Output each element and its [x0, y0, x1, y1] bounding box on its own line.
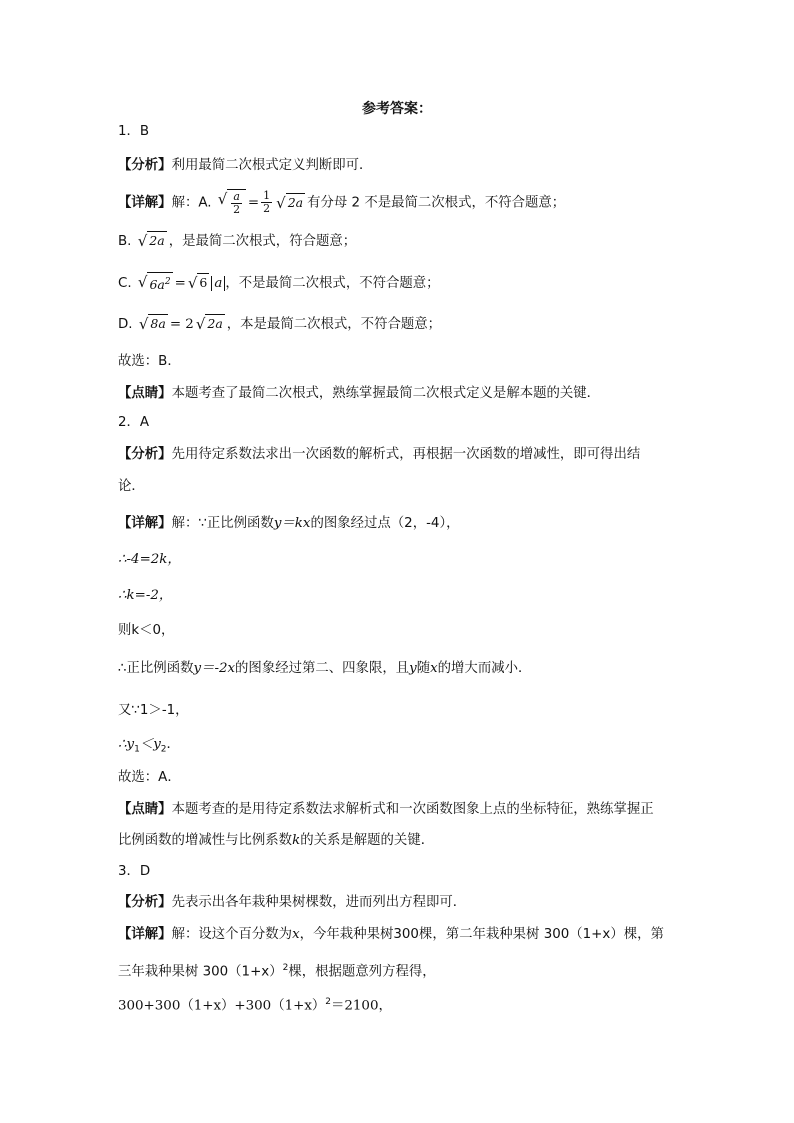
q2-comment-1: 【点睛】本题考查的是用待定系数法求解析式和一次函数图象上点的坐标特征，熟练掌握正 — [118, 802, 654, 817]
sqrt-expr: √ 2a — [137, 232, 165, 250]
detail-a-prefix: 解：A. — [171, 195, 212, 211]
q2-detail-4: 则k＜0， — [118, 623, 175, 638]
page-title: 参考答案： — [362, 101, 432, 117]
q2-number: 2．A — [118, 415, 150, 430]
detail-a-text: 有分母 2 不是最简二次根式，不符合题意； — [307, 195, 566, 211]
q1-detail-a: 【详解】解：A. √ $\frac{a}{2}$ = $\frac{1}{2}$ √ 2a 有分母 2 不是最简二次根式，不符合题意； — [118, 189, 566, 216]
sqrt-expr: √ $6a^2$ — [137, 273, 171, 293]
coef-fraction: $\frac{1}{2}$ — [263, 189, 271, 215]
q1-number: 1．B — [118, 124, 150, 139]
q2-detail-3: ∴k=-2， — [118, 588, 173, 603]
analysis-text: 利用最简二次根式定义判断即可． — [171, 158, 373, 173]
sqrt-expr: √ 8a — [138, 315, 166, 333]
q2-detail-5: ∴正比例函数y＝-2x的图象经过第二、四象限，且y随x的增大而减小． — [118, 661, 532, 676]
q2-detail-6: 又∵1＞-1， — [118, 703, 189, 718]
q1-option-b: B. √ 2a ，是最简二次根式，符合题意； — [118, 232, 357, 250]
q3-analysis: 【分析】先表示出各年栽种果树棵数，进而列出方程即可． — [118, 895, 467, 910]
q1-option-d: D. √ 8a = 2 √ 2a ，本是最简二次根式，不符合题意； — [118, 315, 442, 333]
q1-analysis — [118, 156, 372, 176]
q2-detail-1: 【详解】解：∵正比例函数y＝kx的图象经过点（2，-4）， — [118, 516, 460, 531]
q2-analysis-2: 论． — [118, 479, 145, 494]
q2-choice: 故选：A． — [118, 770, 181, 785]
q1-choice: 故选：B． — [118, 354, 181, 369]
detail-tag: 【详解】 — [118, 195, 172, 211]
q2-comment-2: 比例函数的增减性与比例系数k的关系是解题的关键． — [118, 833, 435, 848]
sqrt-expr: √ 2a — [195, 315, 223, 333]
q2-detail-2: ∴-4=2k， — [118, 552, 181, 567]
sqrt-fraction-expr: √ $\frac{a}{2}$ — [218, 189, 246, 216]
q3-number: 3．D — [118, 864, 151, 879]
sqrt-expr: √ 6 — [187, 274, 208, 293]
q2-detail-7: $\therefore y_1<y_2$． — [118, 737, 180, 755]
q2-analysis-1: 【分析】先用待定系数法求出一次函数的解析式，再根据一次函数的增减性，即可得出结 — [118, 447, 641, 462]
q1-comment: 【点睛】本题考查了最简二次根式，熟练掌握最简二次根式定义是解本题的关键． — [118, 386, 601, 401]
q3-detail-2: 三年栽种果树 $300(1+x)^2$棵，根据题意列方程得， — [118, 963, 436, 980]
q1-option-c: C. √ $6a^2$ = √ 6 a ，不是最简二次根式，不符合题意； — [118, 273, 440, 293]
q3-detail-1: 【详解】解：设这个百分数为x，今年栽种果树300棵，第二年栽种果树 300（1+x）棵，第 — [118, 927, 664, 942]
q3-equation: $300+300(1+x)+300(1+x)^2=2100$， — [118, 997, 392, 1014]
analysis-tag: 【分析】 — [118, 158, 172, 173]
sqrt-expr: √ 2a — [276, 193, 304, 212]
abs-expr: a — [211, 276, 225, 291]
